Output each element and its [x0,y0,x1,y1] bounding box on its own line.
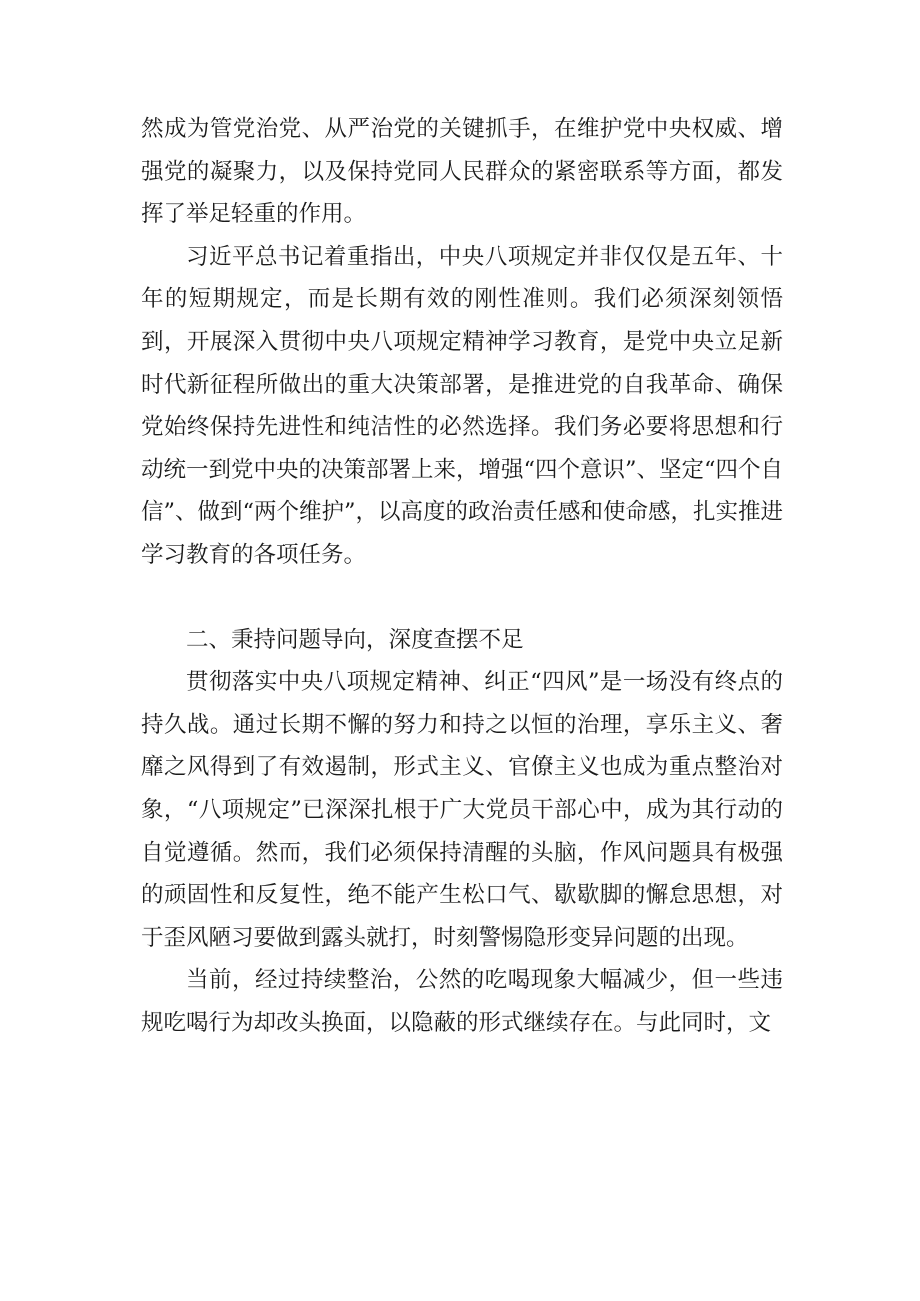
document-page [141,108,783,1044]
paragraph-3: 贯彻落实中央八项规定精神、纠正“四风”是一场没有终点的持久战。通过长期不懈的努力和持之以恒的治理，享乐主义、奢靡之风得到了有效遏制，形式主义、官僚主义也成为重点整治对象，“八项规定”已深深扎根于广大党员干部心中，成为其行动的自觉遵循。然而，我们必须保持清醒的头脑，作风问题具有极强的顽固性和反复性，绝不能产生松口气、歇歇脚的懈怠思想，对于歪风陋习要做到露头就打，时刻警惕隐形变异问题的出现。 [141,669,783,951]
paragraph-2: 习近平总书记着重指出，中央八项规定并非仅仅是五年、十年的短期规定，而是长期有效的刚性准则。我们必须深刻领悟到，开展深入贯彻中央八项规定精神学习教育，是党中央立足新时代新征程所做出的重大决策部署，是推进党的自我革命、确保党始终保持先进性和纯洁性的必然选择。我们务必要将思想和行动统一到党中央的决策部署上来，增强“四个意识”、坚定“四个自信”、做到“两个维护”，以高度的政治责任感和使命感，扎实推进学习教育的各项任务。 [141,243,784,568]
section-heading: 二、秉持问题导向，深度查摆不足 [186,626,524,653]
paragraph-4: 当前，经过持续整治，公然的吃喝现象大幅减少，但一些违规吃喝行为却改头换面，以隐蔽的形式继续存在。与此同时，文 [141,967,783,1036]
paragraph-1: 然成为管党治党、从严治党的关键抓手，在维护党中央权威、增强党的凝聚力，以及保持党同人民群众的紧密联系等方面，都发挥了举足轻重的作用。 [141,116,783,228]
